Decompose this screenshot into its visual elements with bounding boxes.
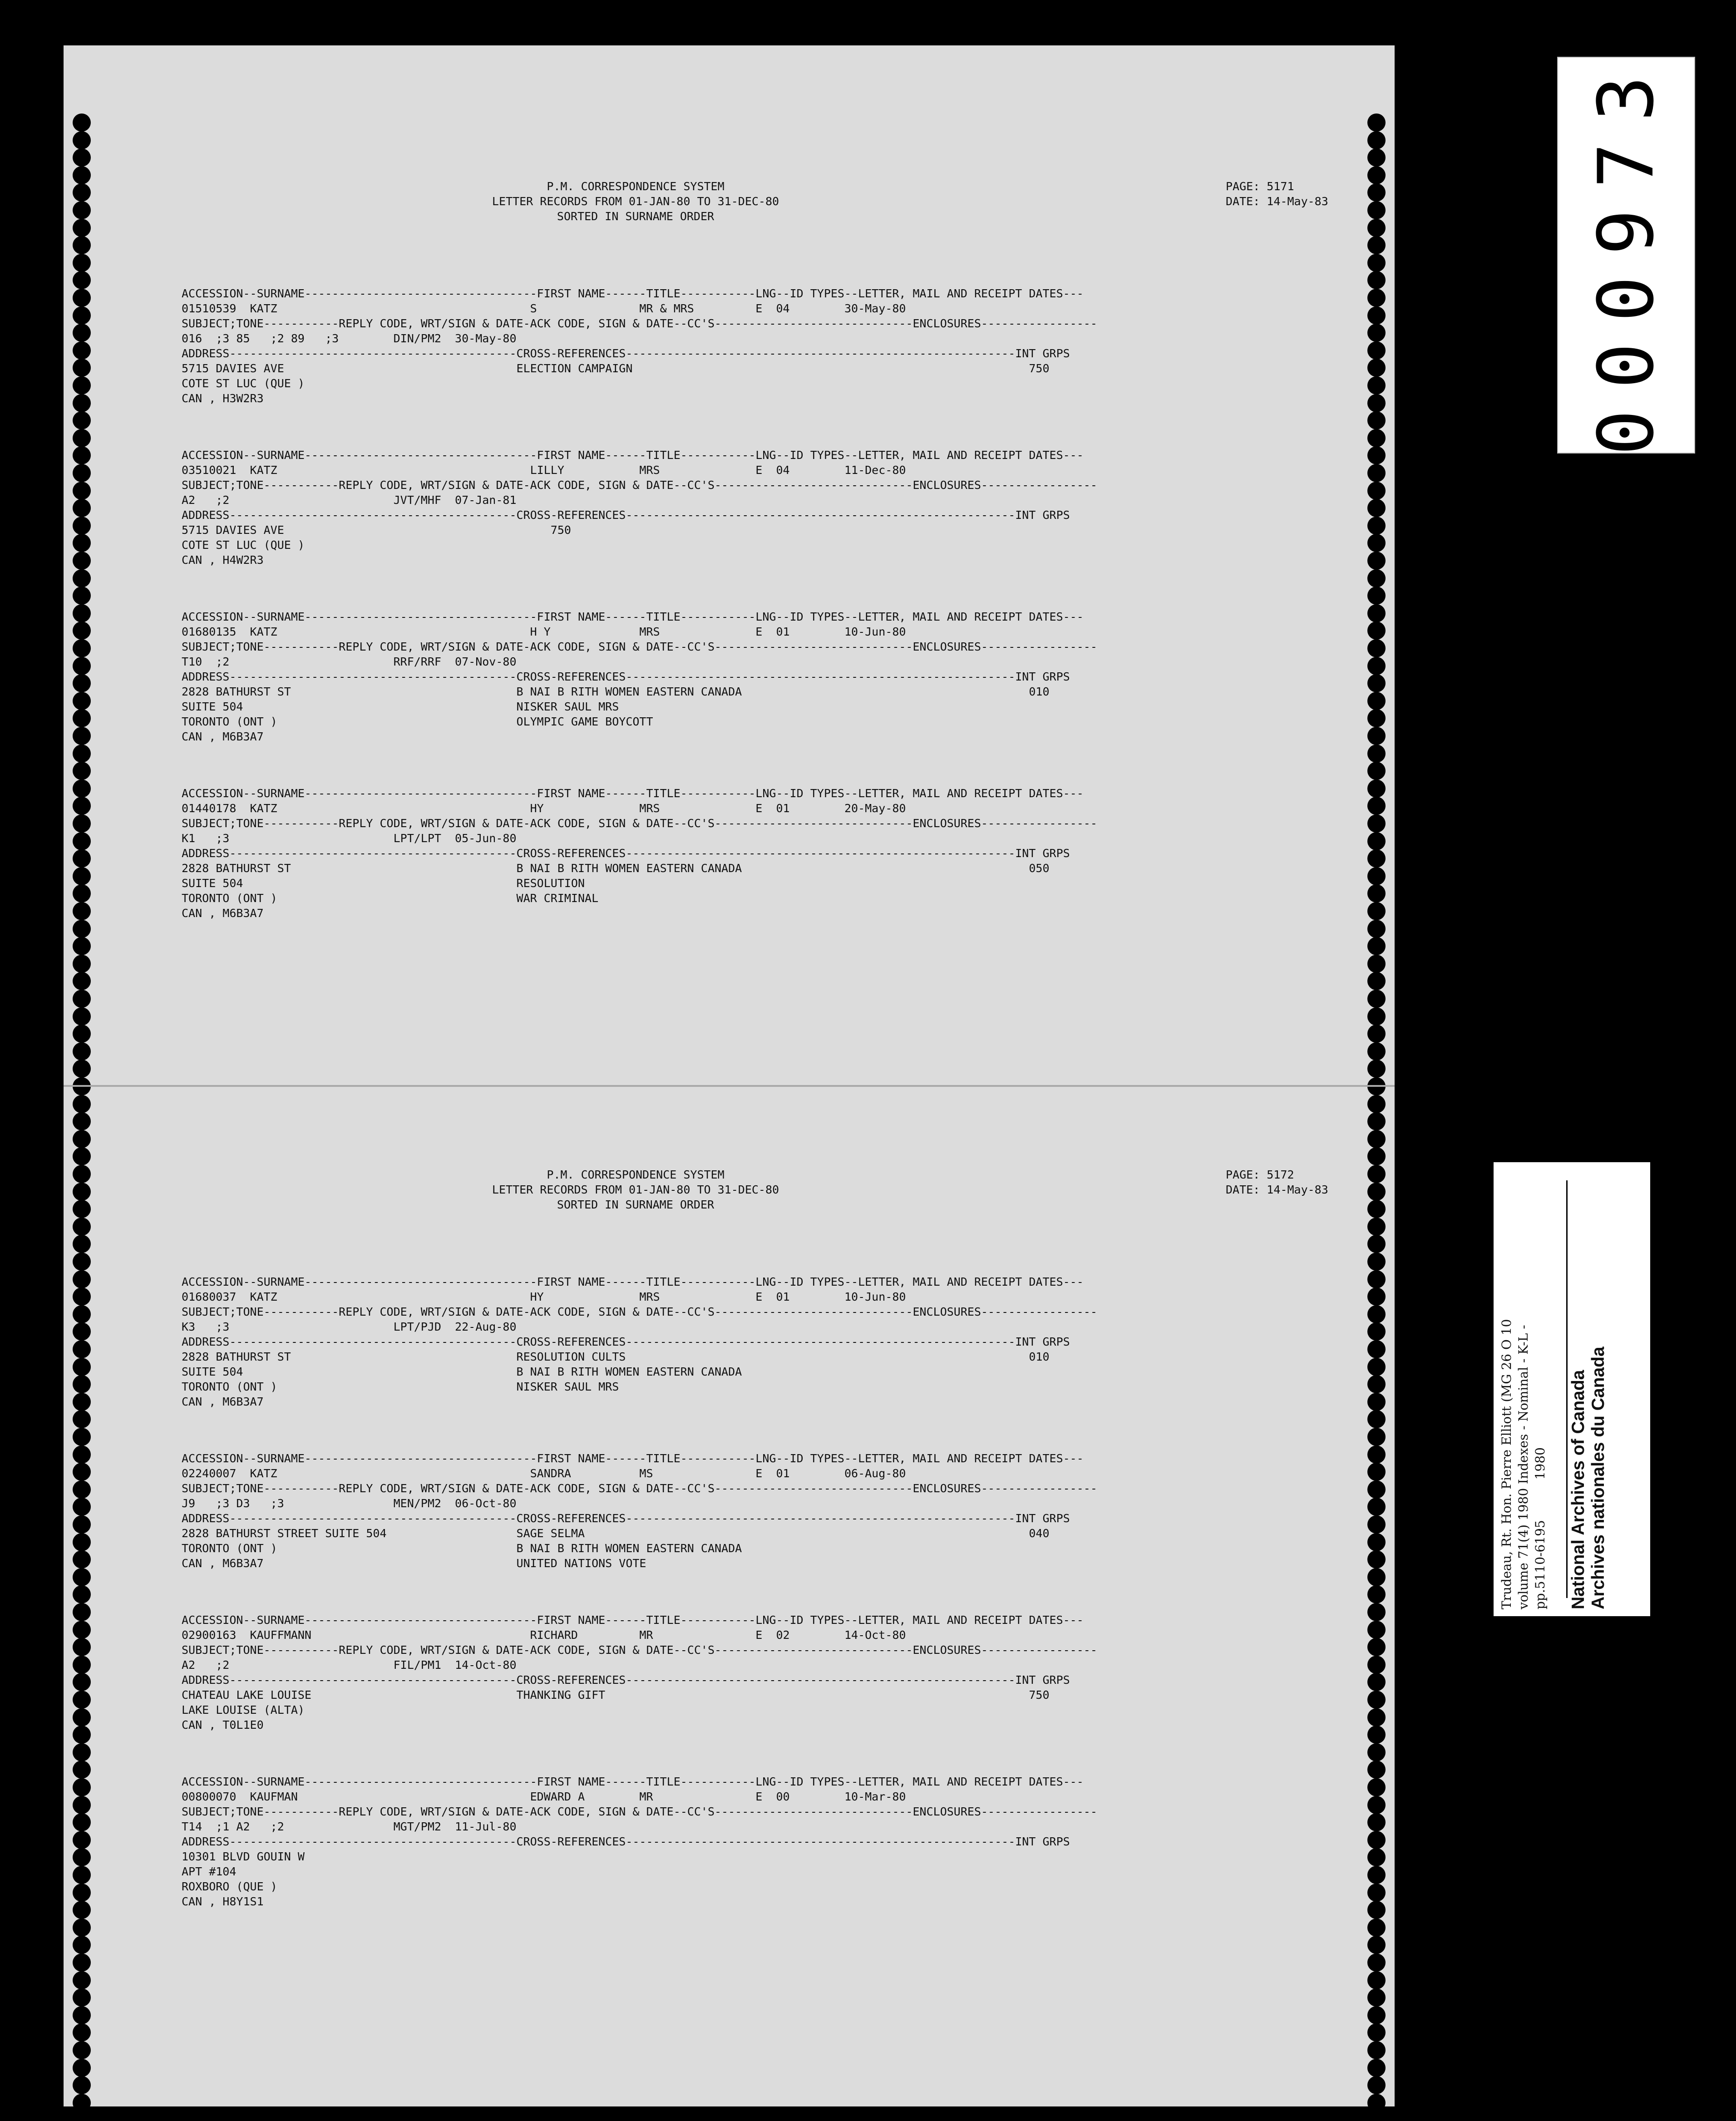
tractor-hole (73, 762, 91, 780)
tractor-hole (1367, 2023, 1386, 2042)
record-line: TORONTO (ONT ) OLYMPIC GAME BOYCOTT (182, 715, 653, 728)
tractor-hole (73, 1445, 91, 1464)
letter-record (182, 609, 1371, 744)
tractor-hole (73, 1322, 91, 1341)
printout-paper (64, 45, 1395, 2106)
tractor-hole (73, 1515, 91, 1534)
tractor-hole (73, 517, 91, 535)
tractor-hole (73, 1901, 91, 1919)
tractor-hole (73, 1953, 91, 1972)
tractor-hole (73, 166, 91, 184)
tractor-hole (73, 289, 91, 307)
record-line: CAN , M6B3A7 (182, 730, 264, 743)
record-line: TORONTO (ONT ) B NAI B RITH WOMEN EASTERN CANADA (182, 1542, 742, 1555)
tractor-hole (73, 2076, 91, 2094)
record-line: 2828 BATHURST STREET SUITE 504 SAGE SELMA 040 (182, 1527, 1050, 1540)
institution-en: National Archives of Canada (1568, 1370, 1588, 1609)
tractor-hole (1367, 2076, 1386, 2094)
report-date: DATE: 14-May-83 (1226, 1183, 1328, 1196)
tractor-hole (73, 1568, 91, 1586)
tractor-hole (73, 1656, 91, 1674)
record-line: SUBJECT;TONE-----------REPLY CODE, WRT/SIGN & DATE-ACK CODE, SIGN & DATE--CC'S-----------------------------ENCLOSURES----------------- (182, 640, 1097, 653)
record-line: 01440178 KATZ HY MRS E 01 20-May-80 (182, 802, 906, 815)
tractor-hole (73, 1936, 91, 1954)
record-line: SUBJECT;TONE-----------REPLY CODE, WRT/SIGN & DATE-ACK CODE, SIGN & DATE--CC'S-----------------------------ENCLOSURES----------------- (182, 317, 1097, 330)
record-line: CAN , T0L1E0 (182, 1718, 264, 1731)
tractor-hole (73, 1708, 91, 1726)
tractor-hole (73, 1691, 91, 1709)
tractor-hole (73, 1550, 91, 1569)
record-line: ADDRESS------------------------------------------CROSS-REFERENCES---------------------------------------------------------INT GRPS (182, 1512, 1070, 1525)
record-line: SUITE 504 B NAI B RITH WOMEN EASTERN CANADA (182, 1365, 742, 1378)
record-line: ACCESSION--SURNAME----------------------------------FIRST NAME------TITLE-----------LNG--ID TYPES--LETTER, MAIL AND RECEIPT DATES--- (182, 1452, 1084, 1465)
record-line: ACCESSION--SURNAME----------------------------------FIRST NAME------TITLE-----------LNG--ID TYPES--LETTER, MAIL AND RECEIPT DATES--- (182, 1275, 1084, 1288)
tractor-hole (1367, 131, 1386, 149)
tractor-hole (1367, 990, 1386, 1008)
letter-record (182, 448, 1371, 567)
letter-record (182, 786, 1371, 921)
record-line: TORONTO (ONT ) WAR CRIMINAL (182, 892, 599, 905)
record-line: SUBJECT;TONE-----------REPLY CODE, WRT/SIGN & DATE-ACK CODE, SIGN & DATE--CC'S-----------------------------ENCLOSURES----------------- (182, 1482, 1097, 1495)
tractor-hole (73, 779, 91, 798)
tractor-hole (73, 464, 91, 482)
record-line: A2 ;2 JVT/MHF 07-Jan-81 (182, 493, 517, 507)
record-line: ACCESSION--SURNAME----------------------------------FIRST NAME------TITLE-----------LNG--ID TYPES--LETTER, MAIL AND RECEIPT DATES--- (182, 787, 1084, 800)
tractor-hole (73, 1971, 91, 1989)
record-line: ACCESSION--SURNAME----------------------------------FIRST NAME------TITLE-----------LNG--ID TYPES--LETTER, MAIL AND RECEIPT DATES--- (182, 287, 1084, 300)
tractor-hole (73, 587, 91, 605)
tractor-hole (73, 990, 91, 1008)
tractor-hole (1367, 1025, 1386, 1043)
system-title: P.M. CORRESPONDENCE SYSTEM (547, 180, 725, 193)
record-list (182, 1274, 1371, 1909)
tractor-hole (73, 341, 91, 360)
tractor-hole (73, 622, 91, 640)
tractor-hole (73, 394, 91, 412)
tractor-hole (73, 814, 91, 833)
tractor-hole (73, 1726, 91, 1744)
record-line: ADDRESS------------------------------------------CROSS-REFERENCES---------------------------------------------------------INT GRPS (182, 670, 1070, 683)
tractor-holes-left (64, 45, 100, 2106)
record-line: CAN , M6B3A7 UNITED NATIONS VOTE (182, 1557, 646, 1570)
document-number-stamp (1557, 54, 1695, 456)
tractor-hole (73, 1498, 91, 1516)
tractor-hole (73, 1165, 91, 1183)
tractor-hole (73, 1621, 91, 1639)
tractor-hole (73, 1060, 91, 1078)
record-line: SUBJECT;TONE-----------REPLY CODE, WRT/SIGN & DATE-ACK CODE, SIGN & DATE--CC'S-----------------------------ENCLOSURES----------------- (182, 478, 1097, 492)
record-line: T10 ;2 RRF/RRF 07-Nov-80 (182, 655, 517, 668)
record-line: ADDRESS------------------------------------------CROSS-REFERENCES---------------------------------------------------------INT GRPS (182, 1335, 1070, 1348)
letter-record (182, 1774, 1371, 1909)
tractor-hole (73, 920, 91, 938)
tractor-hole (73, 1428, 91, 1446)
record-line: ACCESSION--SURNAME----------------------------------FIRST NAME------TITLE-----------LNG--ID TYPES--LETTER, MAIL AND RECEIPT DATES--- (182, 449, 1084, 462)
record-line: SUBJECT;TONE-----------REPLY CODE, WRT/SIGN & DATE-ACK CODE, SIGN & DATE--CC'S-----------------------------ENCLOSURES----------------- (182, 1805, 1097, 1818)
record-line: ACCESSION--SURNAME----------------------------------FIRST NAME------TITLE-----------LNG--ID TYPES--LETTER, MAIL AND RECEIPT DATES--- (182, 1613, 1084, 1627)
report-title: LETTER RECORDS FROM 01-JAN-80 TO 31-DEC-80 (492, 195, 779, 208)
tractor-hole (73, 1375, 91, 1393)
tractor-hole (73, 797, 91, 815)
record-line: ADDRESS------------------------------------------CROSS-REFERENCES---------------------------------------------------------INT GRPS (182, 347, 1070, 360)
record-line: CAN , M6B3A7 (182, 907, 264, 920)
tractor-hole (73, 219, 91, 237)
tractor-hole (73, 1463, 91, 1481)
record-line: J9 ;3 D3 ;3 MEN/PM2 06-Oct-80 (182, 1497, 517, 1510)
tractor-hole (73, 359, 91, 377)
tractor-hole (73, 1358, 91, 1376)
tractor-hole (73, 254, 91, 272)
tractor-hole (73, 674, 91, 692)
tractor-hole (1367, 2059, 1386, 2077)
tractor-hole (73, 148, 91, 167)
tractor-hole (73, 376, 91, 395)
record-line: K3 ;3 LPT/PJD 22-Aug-80 (182, 1320, 517, 1333)
tractor-hole (73, 867, 91, 885)
tractor-hole (1367, 1112, 1386, 1130)
record-line: 02240007 KATZ SANDRA MS E 01 06-Aug-80 (182, 1467, 906, 1480)
tractor-hole (73, 324, 91, 342)
tractor-hole (73, 569, 91, 587)
tractor-hole (73, 884, 91, 903)
record-line: 2828 BATHURST ST RESOLUTION CULTS 010 (182, 1350, 1050, 1363)
tractor-hole (73, 2023, 91, 2042)
reference-line: volume 71(4) 1980 Indexes - Nominal - K-L - (1516, 1325, 1531, 1609)
tractor-hole (73, 1025, 91, 1043)
page-perforation (64, 1085, 1395, 1087)
tractor-hole (1367, 1060, 1386, 1078)
tractor-hole (73, 1884, 91, 1902)
record-line: CAN , H4W2R3 (182, 553, 264, 567)
tractor-hole (73, 2059, 91, 2077)
tractor-hole (73, 1813, 91, 1831)
tractor-hole (73, 1218, 91, 1236)
record-line: 01510539 KATZ S MR & MRS E 04 30-May-80 (182, 302, 906, 315)
tractor-hole (73, 1761, 91, 1779)
report-header (182, 1167, 1371, 1244)
stamp-number: 000973 (1582, 54, 1671, 456)
record-line: ADDRESS------------------------------------------CROSS-REFERENCES---------------------------------------------------------INT GRPS (182, 1673, 1070, 1687)
page-number: PAGE: 5171 (1226, 180, 1294, 193)
tractor-hole (73, 1866, 91, 1884)
record-line: SUITE 504 RESOLUTION (182, 877, 585, 890)
tractor-hole (73, 1673, 91, 1691)
tractor-hole (73, 657, 91, 675)
page-number: PAGE: 5172 (1226, 1168, 1294, 1181)
record-line: TORONTO (ONT ) NISKER SAUL MRS (182, 1380, 619, 1393)
record-line: LAKE LOUISE (ALTA) (182, 1703, 305, 1717)
tractor-hole (73, 429, 91, 447)
tractor-hole (73, 1585, 91, 1603)
tractor-hole (1367, 2041, 1386, 2059)
record-line: 016 ;3 85 ;2 89 ;3 DIN/PM2 30-May-80 (182, 332, 517, 345)
tractor-hole (73, 183, 91, 202)
record-line: 5715 DAVIES AVE ELECTION CAMPAIGN 750 (182, 362, 1050, 375)
tractor-hole (73, 1287, 91, 1306)
record-line: CHATEAU LAKE LOUISE THANKING GIFT 750 (182, 1688, 1050, 1702)
tractor-hole (73, 1796, 91, 1814)
reference-line: Trudeau, Rt. Hon. Pierre Elliott (MG 26 O 10 (1499, 1319, 1514, 1609)
tractor-hole (73, 411, 91, 429)
tractor-hole (73, 1200, 91, 1218)
tractor-hole (73, 236, 91, 254)
tractor-hole (73, 2094, 91, 2112)
report-date: DATE: 14-May-83 (1226, 195, 1328, 208)
tractor-hole (73, 2041, 91, 2059)
report-page (182, 1137, 1371, 1981)
tractor-hole (73, 1007, 91, 1026)
tractor-hole (73, 482, 91, 500)
record-line: CAN , H3W2R3 (182, 392, 264, 405)
tractor-hole (73, 902, 91, 920)
record-line: 01680037 KATZ HY MRS E 01 10-Jun-80 (182, 1290, 906, 1303)
letter-record (182, 286, 1371, 406)
record-line: T14 ;1 A2 ;2 MGT/PM2 11-Jul-80 (182, 1820, 517, 1833)
tractor-hole (73, 201, 91, 219)
system-title: P.M. CORRESPONDENCE SYSTEM (547, 1168, 725, 1181)
tractor-hole (73, 534, 91, 552)
record-line: ACCESSION--SURNAME----------------------------------FIRST NAME------TITLE-----------LNG--ID TYPES--LETTER, MAIL AND RECEIPT DATES--- (182, 1775, 1084, 1788)
record-line: ACCESSION--SURNAME----------------------------------FIRST NAME------TITLE-----------LNG--ID TYPES--LETTER, MAIL AND RECEIPT DATES--- (182, 610, 1084, 623)
record-line: ADDRESS------------------------------------------CROSS-REFERENCES---------------------------------------------------------INT GRPS (182, 847, 1070, 860)
record-line: SUBJECT;TONE-----------REPLY CODE, WRT/SIGN & DATE-ACK CODE, SIGN & DATE--CC'S-----------------------------ENCLOSURES----------------- (182, 1305, 1097, 1318)
record-line: 5715 DAVIES AVE 750 (182, 523, 571, 537)
tractor-hole (73, 1480, 91, 1499)
tractor-hole (73, 1147, 91, 1165)
letter-record (182, 1451, 1371, 1571)
tractor-hole (73, 1305, 91, 1323)
tractor-hole (1367, 1988, 1386, 2007)
tractor-hole (73, 955, 91, 973)
record-line: 2828 BATHURST ST B NAI B RITH WOMEN EASTERN CANADA 050 (182, 862, 1050, 875)
tractor-hole (73, 1112, 91, 1130)
tractor-hole (73, 692, 91, 710)
record-line: 02900163 KAUFFMANN RICHARD MR E 02 14-Oct-80 (182, 1628, 906, 1642)
archive-reference (1498, 1319, 1549, 1609)
record-line: K1 ;3 LPT/LPT 05-Jun-80 (182, 832, 517, 845)
record-line: ADDRESS------------------------------------------CROSS-REFERENCES---------------------------------------------------------INT GRPS (182, 508, 1070, 522)
tractor-hole (1367, 1042, 1386, 1060)
tractor-hole (73, 1533, 91, 1551)
tractor-hole (73, 937, 91, 955)
tractor-hole (73, 1340, 91, 1358)
record-line: 03510021 KATZ LILLY MRS E 04 11-Dec-80 (182, 464, 906, 477)
tractor-hole (73, 1270, 91, 1288)
tractor-hole (73, 1743, 91, 1761)
tractor-hole (73, 552, 91, 570)
tractor-hole (73, 1638, 91, 1656)
tractor-hole (73, 1919, 91, 1937)
tractor-hole (73, 832, 91, 850)
archive-label (1494, 1162, 1650, 1616)
record-line: CAN , M6B3A7 (182, 1395, 264, 1408)
tractor-hole (73, 1988, 91, 2007)
tractor-hole (73, 1778, 91, 1796)
tractor-hole (73, 271, 91, 289)
record-line: 00800070 KAUFMAN EDWARD A MR E 00 10-Mar-80 (182, 1790, 906, 1803)
tractor-hole (73, 2006, 91, 2024)
tractor-hole (1367, 1007, 1386, 1026)
record-line: SUBJECT;TONE-----------REPLY CODE, WRT/SIGN & DATE-ACK CODE, SIGN & DATE--CC'S-----------------------------ENCLOSURES----------------- (182, 1643, 1097, 1657)
archive-institution (1568, 1347, 1608, 1609)
sort-title: SORTED IN SURNAME ORDER (557, 1198, 715, 1211)
tractor-hole (73, 1848, 91, 1866)
tractor-hole (73, 604, 91, 622)
tractor-hole (73, 499, 91, 517)
tractor-hole (1367, 1095, 1386, 1113)
tractor-hole (73, 1393, 91, 1411)
tractor-hole (73, 1410, 91, 1428)
report-title: LETTER RECORDS FROM 01-JAN-80 TO 31-DEC-80 (492, 1183, 779, 1196)
tractor-hole (73, 849, 91, 868)
tractor-hole (1367, 2094, 1386, 2112)
label-divider (1566, 1180, 1568, 1598)
record-line: 10301 BLVD GOUIN W (182, 1850, 305, 1863)
tractor-hole (73, 1042, 91, 1060)
tractor-hole (73, 1603, 91, 1621)
record-line: APT #104 (182, 1865, 237, 1878)
tractor-hole (73, 131, 91, 149)
report-header (182, 179, 1371, 256)
record-line: 2828 BATHURST ST B NAI B RITH WOMEN EASTERN CANADA 010 (182, 685, 1050, 698)
tractor-hole (73, 1253, 91, 1271)
tractor-hole (73, 1095, 91, 1113)
report-page (182, 149, 1371, 992)
tractor-hole (73, 446, 91, 464)
tractor-hole (73, 1831, 91, 1849)
tractor-hole (73, 1183, 91, 1201)
reference-line: pp.5110-6195 1980 (1533, 1447, 1548, 1609)
tractor-hole (73, 1130, 91, 1148)
record-line: SUBJECT;TONE-----------REPLY CODE, WRT/SIGN & DATE-ACK CODE, SIGN & DATE--CC'S-----------------------------ENCLOSURES----------------- (182, 817, 1097, 830)
record-line: ADDRESS------------------------------------------CROSS-REFERENCES---------------------------------------------------------INT GRPS (182, 1835, 1070, 1848)
tractor-hole (73, 1235, 91, 1253)
record-line: ROXBORO (QUE ) (182, 1880, 277, 1893)
tractor-hole (73, 113, 91, 132)
tractor-hole (73, 745, 91, 763)
tractor-hole (1367, 113, 1386, 132)
institution-fr: Archives nationales du Canada (1588, 1347, 1608, 1609)
tractor-hole (73, 727, 91, 745)
letter-record (182, 1613, 1371, 1732)
record-line: SUITE 504 NISKER SAUL MRS (182, 700, 619, 713)
letter-record (182, 1274, 1371, 1409)
record-line: COTE ST LUC (QUE ) (182, 377, 305, 390)
record-line: 01680135 KATZ H Y MRS E 01 10-Jun-80 (182, 625, 906, 638)
record-line: A2 ;2 FIL/PM1 14-Oct-80 (182, 1658, 517, 1672)
tractor-hole (73, 972, 91, 990)
record-list (182, 286, 1371, 921)
tractor-hole (73, 639, 91, 657)
tractor-hole (73, 306, 91, 325)
tractor-hole (1367, 2006, 1386, 2024)
tractor-hole (73, 709, 91, 727)
sort-title: SORTED IN SURNAME ORDER (557, 210, 715, 223)
record-line: COTE ST LUC (QUE ) (182, 538, 305, 552)
record-line: CAN , H8Y1S1 (182, 1895, 264, 1908)
